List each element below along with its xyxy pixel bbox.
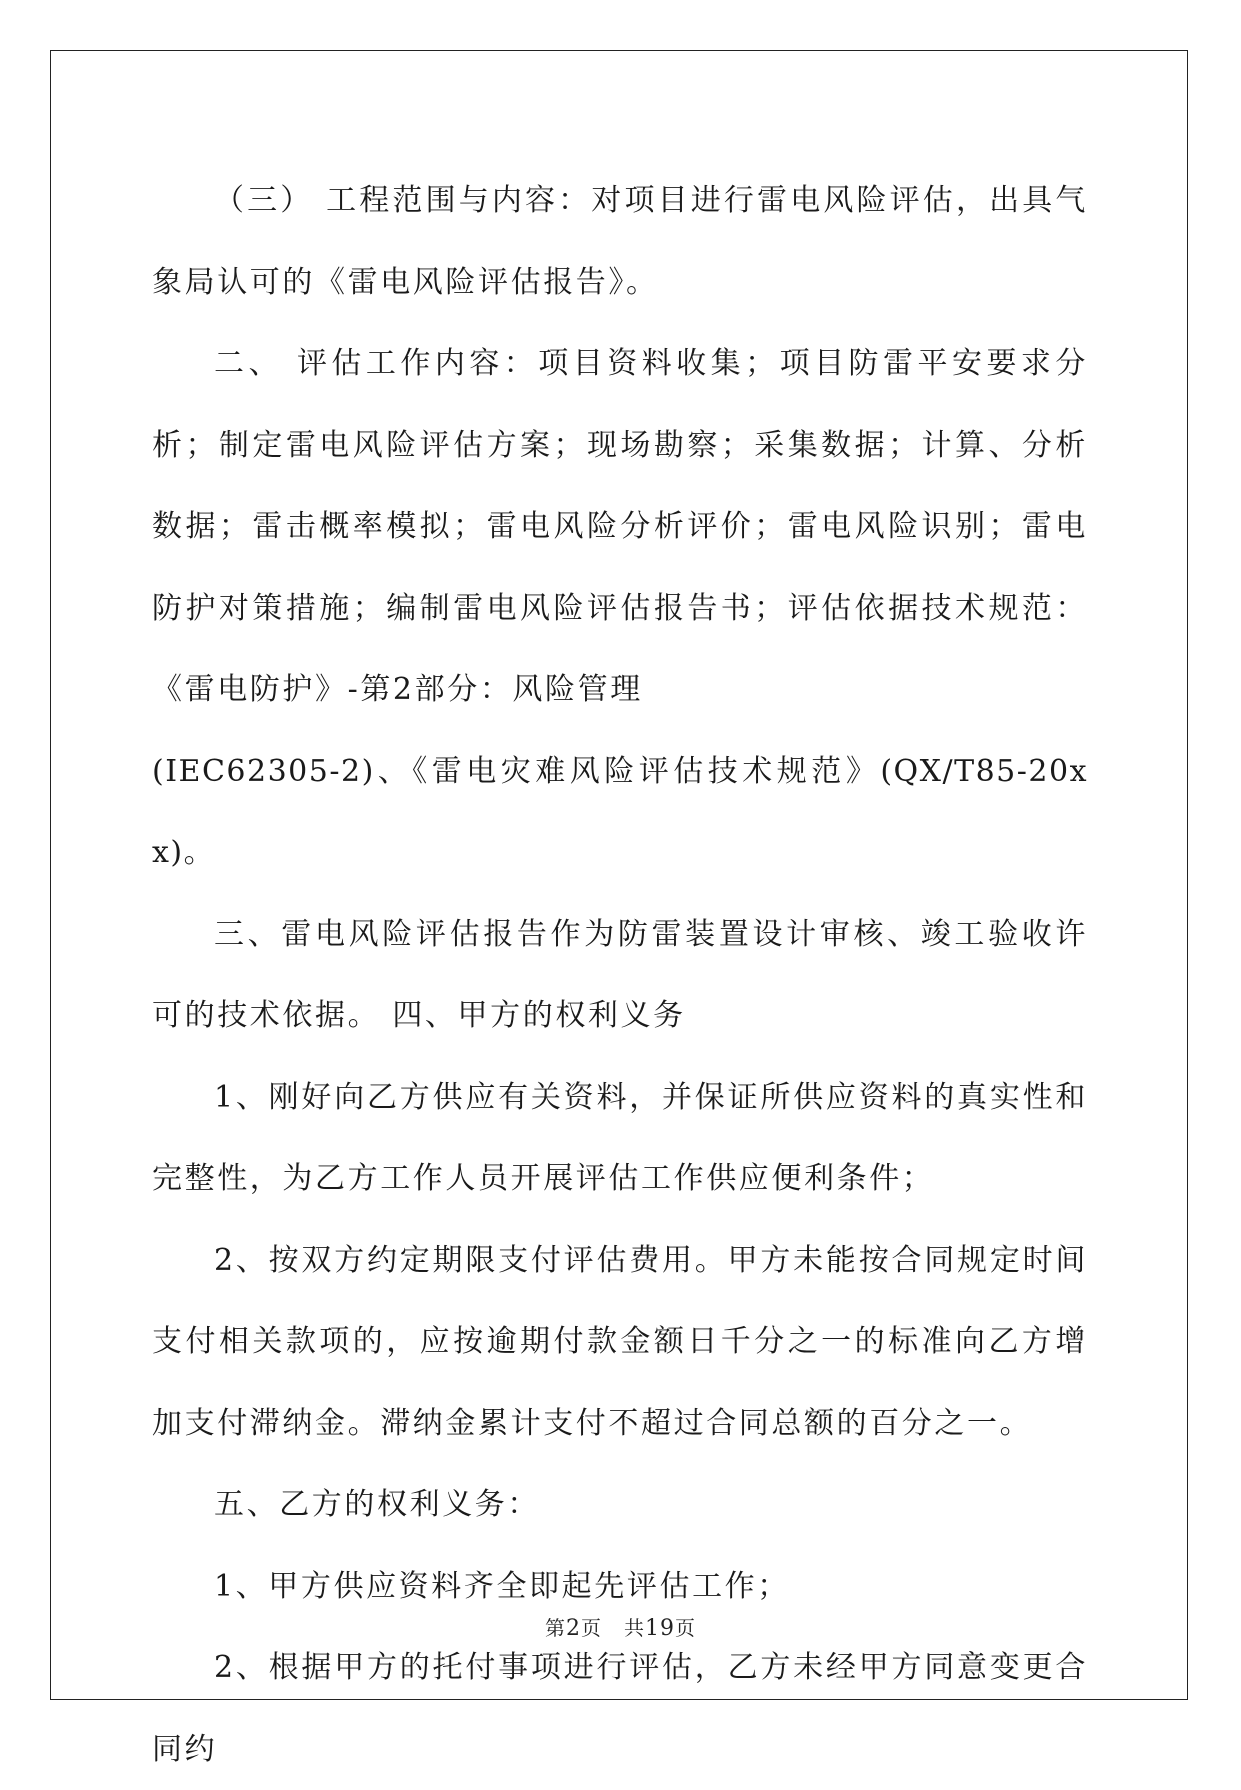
- paragraph-party-b-item-2: 2、根据甲方的托付事项进行评估，乙方未经甲方同意变更合同约: [152, 1650, 1088, 1767]
- paragraph-party-b-item-1: 1、甲方供应资料齐全即起先评估工作；: [214, 1568, 790, 1604]
- total-pages-number: 19: [645, 1616, 675, 1641]
- section-heading-party-b: 五、乙方的权利义务：: [214, 1487, 540, 1522]
- document-body: [152, 160, 1088, 1790]
- page-prefix: 第: [545, 1616, 566, 1640]
- total-prefix: 共: [624, 1616, 645, 1640]
- page-number-footer: [0, 1612, 1241, 1641]
- paragraph-assessment-content: 二、 评估工作内容：项目资料收集；项目防雷平安要求分析；制定雷电风险评估方案；现场勘察；采集数据；计算、分析数据；雷击概率模拟；雷电风险分析评价；雷电风险识别；雷电防护对策措施；编制雷电风险评估报告书；评估依据技术规范：《雷电防护》-第2部分：风险管理: [152, 346, 1088, 707]
- paragraph-scope: （三） 工程范围与内容：对项目进行雷电风险评估，出具气象局认可的《雷电风险评估报告》。: [152, 183, 1088, 300]
- paragraph-standards-reference: (IEC62305-2)、《雷电灾难风险评估技术规范》(QX/T85-20xx)。: [152, 753, 1088, 870]
- total-suffix: 页: [675, 1616, 696, 1640]
- page-suffix: 页: [581, 1616, 602, 1640]
- paragraph-report-basis: 三、雷电风险评估报告作为防雷装置设计审核、竣工验收许可的技术依据。 四、甲方的权利义务: [152, 916, 1088, 1033]
- paragraph-party-a-item-2: 2、按双方约定期限支付评估费用。甲方未能按合同规定时间支付相关款项的，应按逾期付款金额日千分之一的标准向乙方增加支付滞纳金。滞纳金累计支付不超过合同总额的百分之一。: [152, 1242, 1088, 1441]
- paragraph-party-a-item-1: 1、刚好向乙方供应有关资料，并保证所供应资料的真实性和完整性，为乙方工作人员开展评估工作供应便利条件；: [152, 1079, 1088, 1196]
- current-page-number: 2: [566, 1616, 581, 1641]
